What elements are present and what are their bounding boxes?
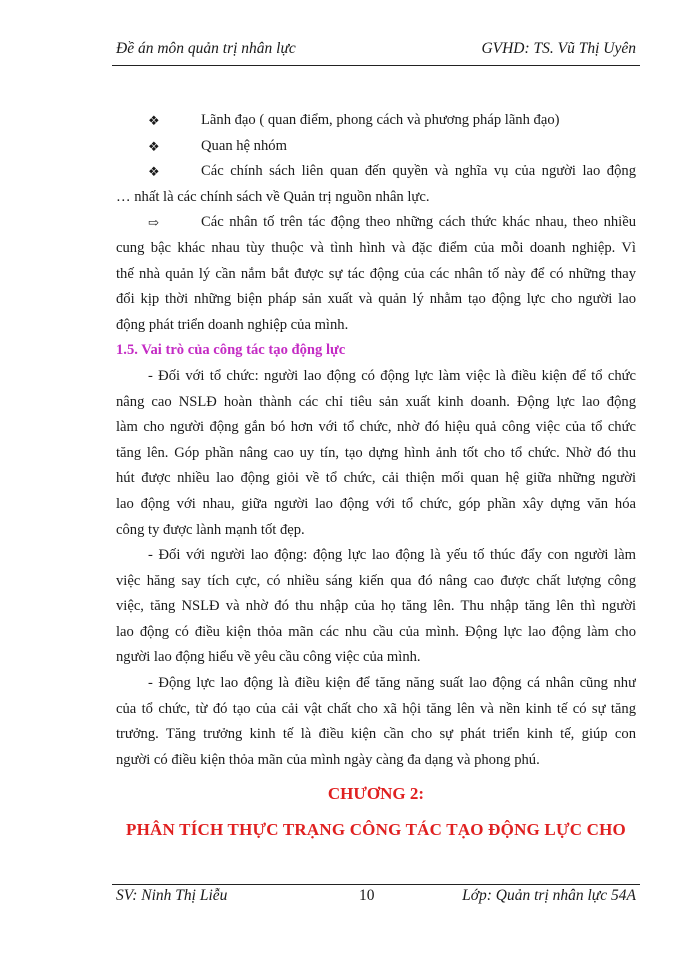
footer-rule (112, 884, 640, 885)
page-header (116, 40, 636, 62)
chapter-title: PHÂN TÍCH THỰC TRẠNG CÔNG TÁC TẠO ĐỘNG LỰC CHO (126, 820, 626, 840)
paragraph-line: đổi kịp thời những biện pháp sản xuất và quản lý nhằm tạo động lực cho người lao (116, 291, 636, 308)
paragraph-line: của tổ chức, từ đó tạo của cải vật chất cho xã hội tăng lên và nền kinh tế có sự tăng (116, 700, 636, 717)
bullet-continuation: … nhất là các chính sách về Quản trị nguồn nhân lực. (116, 188, 430, 205)
arrow-paragraph-first-line: ⇨ Các nhân tố trên tác động theo những cách thức khác nhau, theo nhiều (116, 210, 636, 236)
section-heading: 1.5. Vai trò của công tác tạo động lực (116, 342, 346, 359)
paragraph-line: người có điều kiện thỏa mãn của mình ngày càng đa dạng và phong phú. (116, 751, 540, 768)
arrow-right-icon: ⇨ (148, 215, 159, 231)
paragraph-line: tăng lên. Góp phần nâng cao uy tín, tạo dựng hình ảnh tốt cho tổ chức. Nhờ đó thu (116, 444, 636, 461)
paragraph-line: việc, tăng NSLĐ và nhờ đó thu nhập của họ tăng lên. Thu nhập tăng lên thì người (116, 598, 636, 615)
paragraph-line: trưởng. Tăng trưởng kinh tế là điều kiện cần cho sự phát triển kinh tế, giúp con (116, 726, 636, 743)
page-number: 10 (359, 887, 375, 904)
paragraph-line: lao động có điều kiện thỏa mãn các nhu cầu của mình. Động lực lao động làm cho (116, 623, 636, 640)
document-body (116, 108, 636, 845)
paragraph-line: - Đối với người lao động: động lực lao động là yếu tố thúc đẩy con người làm (148, 547, 636, 564)
footer-class: Lớp: Quản trị nhân lực 54A (462, 887, 636, 904)
paragraph-line: thế nhà quản lý cần nắm bắt được sự tác động của các nhân tố này để có những thay (116, 265, 636, 282)
bullet-text: Các chính sách liên quan đến quyền và nghĩa vụ của người lao động (201, 163, 636, 180)
header-course-title: Đề án môn quản trị nhân lực (116, 40, 296, 57)
page-footer (116, 887, 636, 909)
diamond-bullet-icon: ❖ (148, 113, 160, 128)
chapter-number: CHƯƠNG 2: (327, 784, 425, 804)
paragraph-line: người lao động hiểu về yêu cầu công việc của mình. (116, 649, 421, 666)
bullet-item (116, 159, 636, 185)
footer-student: SV: Ninh Thị Liễu (116, 887, 228, 904)
header-supervisor: GVHD: TS. Vũ Thị Uyên (481, 40, 636, 57)
paragraph-line: công ty được lành mạnh tốt đẹp. (116, 521, 305, 538)
paragraph-line: - Động lực lao động là điều kiện để tăng năng suất lao động cá nhân cũng như (148, 675, 636, 692)
paragraph-line: động phát triển doanh nghiệp của mình. (116, 316, 349, 333)
paragraph-line: việc hăng say tích cực, có nhiều sáng kiến qua đó nâng cao được chất lượng công (116, 572, 636, 589)
bullet-item (116, 108, 636, 134)
bullet-text: Lãnh đạo ( quan điểm, phong cách và phương pháp lãnh đạo) (201, 112, 560, 128)
paragraph-line: cung bậc khác nhau tùy thuộc và tình hình và đặc điểm của mỗi doanh nghiệp. Vì (116, 239, 636, 256)
paragraph-line: lao động với nhau, giữa người lao động với tổ chức, góp phần xây dựng văn hóa (116, 495, 636, 512)
paragraph-line: làm cho người động gắn bó hơn với tổ chức, nhờ đó hiệu quả công việc của tổ chức (116, 419, 636, 436)
bullet-item (116, 134, 636, 160)
paragraph-line: nâng cao NSLĐ hoàn thành các chỉ tiêu sản xuất kinh doanh. Động lực lao động (116, 393, 636, 410)
diamond-bullet-icon: ❖ (148, 164, 160, 180)
bullet-text: Quan hệ nhóm (201, 137, 287, 154)
diamond-bullet-icon: ❖ (148, 138, 160, 154)
header-rule (112, 65, 640, 66)
paragraph-line: hút được nhiều lao động giỏi về tổ chức, cải thiện mối quan hệ giữa những người (116, 470, 636, 487)
paragraph-line: - Đối với tổ chức: người lao động có động lực làm việc là điều kiện để tổ chức (148, 367, 636, 384)
